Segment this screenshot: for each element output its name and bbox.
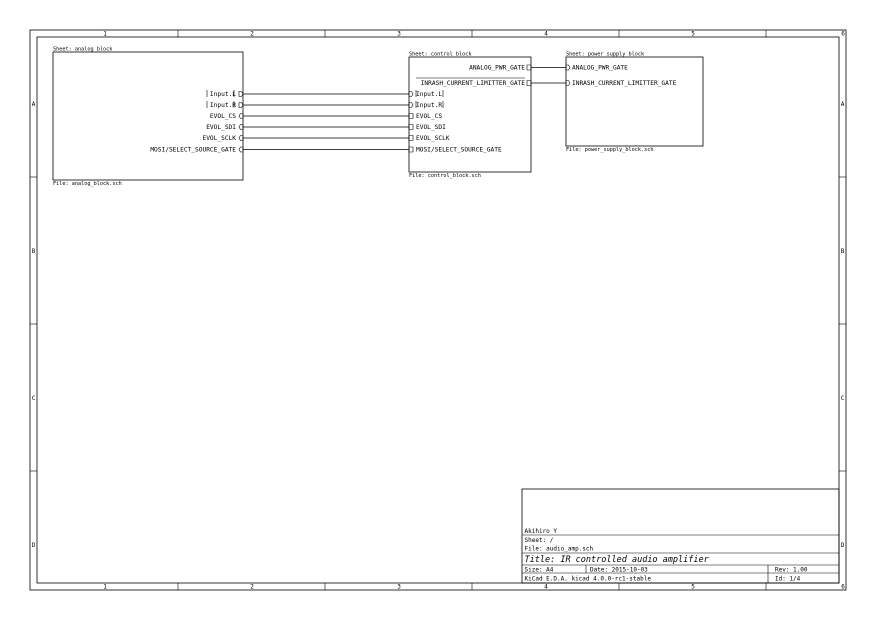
pin-label: ANALOG_PWR_GATE [572,64,628,72]
pin-label: Input.R [416,102,443,109]
pin-output-flag [527,81,531,86]
col-label: 3 [397,30,401,38]
pin-label: EVOL_CS [416,113,443,120]
pin-label: EVOL_SCLK [416,135,450,142]
sheet-power-pins [572,65,677,88]
pin-label: INRASH_CURRENT_LIMITTER_GATE [572,80,677,87]
row-label: B [31,248,36,255]
row-labels [32,101,845,549]
sheet-analog-name: Sheet: analog block [53,46,113,53]
pin-output-flag [239,92,243,97]
col-label: 4 [544,30,548,38]
row-label: D [31,542,36,549]
pin-output-flag [409,136,413,141]
sheet-control-right-pins [421,65,526,88]
pin-input-flag [409,103,413,108]
pin-label: Input.R [209,102,236,109]
pin-output-flag [527,65,531,70]
pin-label: ANALOG_PWR_GATE [469,64,525,72]
wires-control-power [531,68,566,84]
pin-label: MOSI/SELECT_SOURCE_GATE [416,146,502,154]
tool-version: KiCad E.D.A. kicad 4.0.0-rc1-stable [524,575,651,583]
col-label: 6 [841,583,845,591]
pin-label: Input.L [416,91,443,98]
row-ticks [30,177,846,471]
sheet-analog-block[interactable] [53,47,243,188]
col-label: 4 [544,583,548,591]
column-ticks [178,30,766,590]
paper-size: Size: A4 [524,566,554,574]
revision: Rev: 1.00 [775,566,808,574]
pin-label: EVOL_SCLK [202,135,236,142]
col-label: 2 [250,30,254,38]
sheet-control-left-flags [409,92,413,153]
col-label: 3 [397,583,401,591]
pin-label: EVOL_SDI [416,124,446,131]
sheet-analog-pin-labels [150,91,236,154]
sheet-id: Id: 1/4 [775,575,801,583]
file-name: File: audio_amp.sch [524,545,594,553]
pin-label: EVOL_CS [209,113,236,120]
sheet-power-file: File: power_supply_block.sch [566,147,654,153]
sheet-control-right-flags [527,65,531,86]
col-label: 5 [691,583,695,591]
pin-input-flag [239,114,243,119]
pin-input-flag [566,81,570,86]
sheet-analog-pin-flags [239,92,243,153]
row-label: A [31,101,36,108]
pin-label: MOSI/SELECT_SOURCE_GATE [150,146,236,154]
row-label: B [840,248,845,255]
schematic-title: Title: IR controlled audio amplifier [524,555,709,565]
wires-analog-control [243,94,409,150]
row-label: C [31,395,36,402]
sheet-control-file: File: control_block.sch [409,173,481,179]
pin-label: INRASH_CURRENT_LIMITTER_GATE [420,80,525,87]
pin-input-flag [239,147,243,152]
row-label: D [840,542,845,549]
row-label: C [840,395,845,402]
sheet-control-block[interactable] [409,52,531,180]
col-label: 1 [103,583,107,591]
company-name: Akihiro Y [524,528,558,535]
sheet-analog-file: File: analog_block.sch [53,181,122,187]
pin-label: Input.L [209,91,236,98]
pin-input-flag [566,65,570,70]
sheet-path: Sheet: / [524,537,554,544]
row-label: A [840,101,845,108]
pin-input-flag [239,125,243,130]
col-label: 1 [103,30,107,38]
sheet-power-supply-block[interactable] [566,52,703,154]
title-block [522,489,839,583]
col-label: 6 [841,30,845,38]
date: Date: 2015-10-03 [590,566,648,574]
sheet-power-name: Sheet: power supply block [566,51,645,58]
pin-output-flag [409,125,413,130]
col-label: 2 [250,583,254,591]
pin-output-flag [239,103,243,108]
sheet-power-flags [566,65,570,86]
pin-output-flag [409,114,413,119]
pin-label: EVOL_SDI [206,124,236,131]
sheet-control-left-pins [416,91,502,154]
pin-input-flag [409,92,413,97]
sheet-control-name: Sheet: control block [409,51,472,58]
col-label: 5 [691,30,695,38]
pin-input-flag [239,136,243,141]
pin-output-flag [409,147,413,152]
